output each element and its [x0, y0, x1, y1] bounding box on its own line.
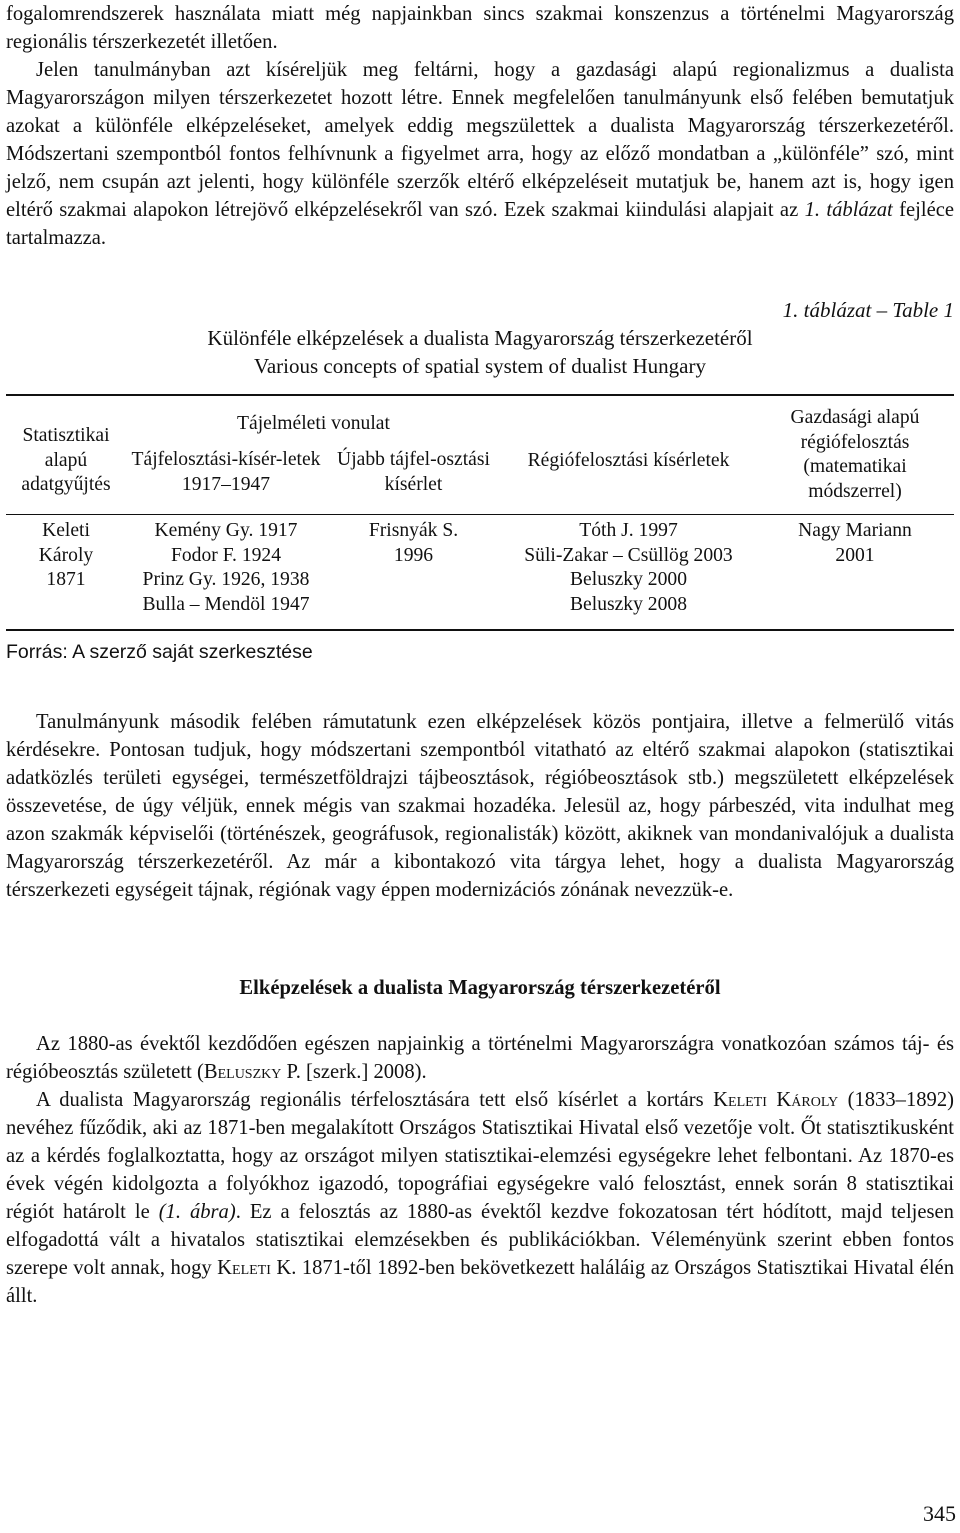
paragraph-aims-end: fejléce tartalmazza.: [6, 199, 954, 249]
paragraph-intro-end: fogalomrendszerek használata miatt még napjainkban sincs szakmai konszenzus a történelmi Magyarország regionális térszerkezetét illetően.: [6, 3, 954, 53]
paragraph-second-half: Tanulmányunk második felében rámutatunk ezen elképzelések közös pontjaira, illetve a felmerülő vitás kérdésekre. Pontosan tudjuk, hogy módszertani szempontból vitatható az eltérő szakmai alapokon (statisztikai adatközlés területi egységei, természetföldrajzi tájbeosztások, régióbeosztások stb.) megszületett elképzelések összevetése, de úgy véljük, ennek mégis van szakmai hozadéka. Jelesül az, hogy párbeszéd, vita indulhat meg azon szakmák képviselői (történészek, geográfusok, regionalisták) között, akiknek van mondanivalójuk a dualista Magyarország térszerkezetéről. Az már a kibontakozó vita tárgya lehet, hogy a dualista Magyarország térszerkezeti egységeit tájnak, régiónak vagy éppen modernizációs zónának nevezzük-e.: [6, 711, 954, 901]
page-number: 345: [923, 1501, 956, 1526]
cell-newer-landscape: Frisnyák S. 1996: [368, 520, 459, 566]
header-landscape-1917-1947: Tájfelosztási-kísér-letek 1917–1947: [131, 449, 321, 495]
header-landscape-group: Tájelméleti vonulat: [237, 413, 390, 435]
header-regional: Régiófelosztási kísérletek: [527, 449, 730, 471]
cell-regional: Tóth J. 1997 Süli-Zakar – Csüllög 2003 Beluszky 2000 Beluszky 2008: [524, 520, 733, 615]
figure-reference: (1. ábra): [158, 1201, 236, 1223]
cell-landscape-1917-1947: Kemény Gy. 1917 Fodor F. 1924 Prinz Gy. 1926, 1938 Bulla – Mendöl 1947: [142, 520, 310, 615]
page: [6, 0, 954, 1310]
section-heading: Elképzelések a dualista Magyarország térszerkezetéről: [239, 977, 721, 999]
table-title-hu: Különféle elképzelések a dualista Magyarország térszerkezetéről: [207, 326, 753, 350]
paragraph-overview: Az 1880-as évektől kezdődően egészen napjainkig a történelmi Magyarországra vonatkozóan számos táj- és régióbeosztás született (Beluszky P. [szerk.] 2008).: [6, 1033, 954, 1083]
table-source: Forrás: A szerző saját szerkesztése: [6, 641, 313, 663]
paragraph-aims-text: Jelen tanulmányban azt kíséreljük meg feltárni, hogy a gazdasági alapú regionalizmus a dualista Magyarországon milyen térszerkezetet hozott létre. Ennek megfelelően tanulmányunk első felében bemutatjuk azokat a különféle elképzeléseket, amelyek eddig megszülettek a dualista Magyarország térszerkezetéről. Módszertani szempontból fontos felhívnunk a figyelmet arra, hogy az előző mondatban a „különféle” szó, mint jelző, nem csupán azt jelenti, hogy különféle szerzők eltérő elképzeléseit mutatjuk be, hanem azt is, hogy igen eltérő szakmai alapokon létrejövő elképzelésekről van szó. Ezek szakmai kiindulási alapjait az: [6, 59, 954, 221]
header-newer-landscape: Újabb tájfel-osztási kísérlet: [337, 449, 490, 495]
header-economic: Gazdasági alapú régiófelosztás (matematikai módszerrel): [790, 407, 920, 502]
table-caption: 1. táblázat – Table 1: [782, 298, 954, 322]
author-beluszky: Beluszky: [203, 1061, 282, 1083]
table-reference: 1. táblázat: [804, 199, 893, 221]
author-keleti-short: Keleti: [217, 1257, 271, 1279]
header-statistical: Statisztikai alapú adatgyűjtés: [21, 425, 111, 496]
cell-statistical: Keleti Károly 1871: [38, 520, 94, 590]
table-header-row: [6, 396, 954, 441]
author-keleti: Keleti Károly: [713, 1089, 839, 1111]
concepts-table: [6, 394, 954, 631]
paragraph-aims: [6, 56, 954, 252]
table-body-row: [6, 515, 954, 630]
table-title-en: Various concepts of spatial system of dualist Hungary: [254, 354, 706, 378]
paragraph-keleti: A dualista Magyarország regionális térfelosztására tett első kísérlet a kortárs Keleti Károly (1833–1892) nevéhez fűződik, aki az 1871-ben megalakított Országos Statisztikai Hivatal első vezetője volt. Őt statisztikusként az a kérdés foglalkoztatta, hogy az országot milyen statisztikai-elemzési egységekre lehet felbontani. Az 1870-es évek végén kidolgozta a folyókhoz igazodó, topográfiai egységekre való felosztást, ennek során 8 statisztikai régiót határolt le (1. ábra). Ez a felosztás az 1880-as évektől kezdve fokozatosan tért hódított, majd teljesen elfogadottá vált a hivatalos statisztikai elemzésekben és publikációkban. Véleményünk szerint ebben fontos szerepe volt annak, hogy Keleti K. 1871-től 1892-ben bekövetkezett haláláig az Országos Statisztikai Hivatal élén állt.: [6, 1089, 954, 1307]
cell-economic: Nagy Mariann 2001: [798, 520, 912, 566]
